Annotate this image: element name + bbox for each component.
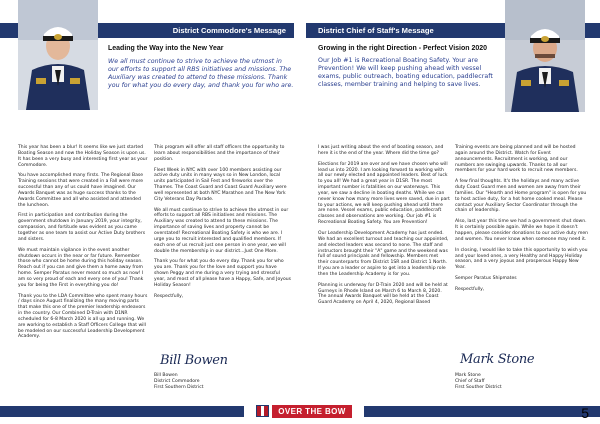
left-col1-p2: You have accomplished many firsts. The Regional Base Training sessions that were created in a Fall were more successful than any of us could have imagined. Our Awards Banquet was as huge success thanks to the Awards Committee and all who assisted and attended the luncheon. [18, 173, 144, 208]
page-number: 5 [581, 405, 589, 421]
chief-of-staff-photo [505, 0, 585, 112]
right-signature: Mark Stone [460, 352, 535, 367]
left-col1-p1: This year has been a blur! It seems like we just started Boating Season and now the Holiday Season is upon us. It has been a very busy and interesting first year as your Commodore. [18, 145, 148, 168]
left-col1-p5: Thank you to the LDA Committee who spent many hours / days since August finalizing the many moving parts that make this one of the premier leadership endeavors in the country. Our Combined D-Train with D1NR scheduled for 6-8 March 2020 is all up and running. We are working to establish a Staff Officers College that will be modeled on our successful Leadership Development Academy. [18, 293, 148, 340]
right-sign-org: First Souther District [455, 384, 502, 390]
right-column-2 [455, 145, 589, 293]
left-column-2 [154, 145, 292, 299]
left-signature: Bill Bowen [160, 353, 228, 368]
left-col2-p2: Fleet Week in NYC with over 100 members assisting our active duty units in many ways so in New London, local units participated in Sail Fest and fireworks over the Thames. The Coast Guard and Coast Guard Auxiliary were well represented at both NYC Marathon and The New York City Veterans Day Parade. [154, 167, 287, 202]
right-col1-p1: I was just writing about the end of boating season, and here it is the end of the year. Where did the time go? [318, 145, 444, 156]
right-col2-p3: Also, last year this time we had a government shut down. It is certainly possible again. While we hope it doesn't happen, please consider donations to our active duty men and women. You never know when someone may need it. [455, 219, 589, 242]
left-col2-p3: We all must continue to strive to achieve the utmost in our efforts to support all RBS initiatives and missions. The Auxiliary was created to attend to these missions. The importance of saving lives and property cannot be overstated! Recreational Boating Safety is who we are. I urge you to recruit interested and qualified members. If each one of us recruit just one person in one year, we will double the membership in our district...Just One More. [154, 207, 289, 254]
right-quote: Our Job #1 is Recreational Boating Safety. Your are Prevention! We will keep pushing ahead with vessel exams, public outreach, boating education, paddlecraft classes, member training and helping to save lives. [318, 57, 493, 89]
right-sign-name: Mark Stone [455, 373, 481, 378]
left-col2-p1: This program will offer all staff officers the opportunity to learn about responsibilities and the importance of their position. [154, 145, 285, 162]
left-sign-name: Bill Bowen [154, 373, 178, 378]
right-closing: Respectfully, [455, 286, 485, 292]
right-headline: Growing in the right Direction - Perfect Vision 2020 [318, 45, 488, 52]
right-header-title: District Chief of Staff's Message [318, 26, 434, 35]
right-col2-p1: Training events are being planned and will be hosted again around the District. Watch for Event announcements. Recruitment is working, and our numbers are swinging upwards. Thanks to all our members for your hard work to recruit new members. [455, 145, 578, 174]
left-column-1 [18, 145, 148, 345]
right-sign-block [455, 373, 585, 391]
left-closing: Respectfully, [154, 293, 184, 299]
auxiliary-ensign-icon [256, 405, 269, 417]
left-col1-p4: We must maintain vigilance in the event another shutdown occurs in the near or far future. Remember those who cannot be home during this holiday season. Reach out if you can and give them a home away from home. Semper Paratus never meant so much as now! I am so very proud of each and every one of you! Thank you for being the First in everything you do! [18, 247, 144, 288]
left-sign-org: First Southern District [154, 384, 204, 390]
commodore-photo [18, 0, 98, 110]
right-col2-p4: In closing, I would like to take this opportunity to wish you and your loved ones, a very Healthy and Happy Holiday season, and a very joyous and prosperous Happy New Year. [455, 247, 588, 271]
right-col1-p3: Our Leadership Development Academy has just ended. We had an excellent turnout and teaching our appointed, and elected leaders was second to none. The staff and instructors brought their "A" game and the weekend was full of sound principals and fellowship. Members met their counterparts from District 1SR and District 1 North. If you are a leader or aspire to get into a leadership role then the Leadership Academy is for you. [318, 230, 449, 277]
right-col1-p4: Planning is underway for D-Train 2020 and will be held at Gurneys in Rhode Island on March 6 to March 8, 2020. The annual Awards Banquet will be held at the Coast Guard Academy on April 4, 2020, Regional Based [318, 282, 448, 306]
left-sign-title: District Commodore [154, 378, 200, 384]
left-quote: We all must continue to strive to achieve the utmost in our efforts to support all RBS initiatives and missions. The Auxiliary was created to attend to these missions. Thank you for what you do every day, and thank you for who are. [108, 58, 294, 90]
left-sign-block [154, 373, 284, 391]
left-col2-p4: Thank you for what you do every day. Thank you for who you are. Thank you for the love and support you have shown Peggy and me during a very trying and stressful year, and most of all please have a Happy, Safe, and Joyous Holiday Season! [154, 259, 291, 288]
newsletter-title: OVER THE BOW [272, 405, 351, 418]
right-col2-p2: A few final thoughts. It's the holidays and many active duty Coast Guard men and women are away from their families. Our "Hearth and Home program" is open for you to host active duty, for a hot home cooked meal. Please contact your Auxiliary Sector Coordinator through the chain of leadership. [455, 179, 587, 214]
left-headline: Leading the Way into the New Year [108, 45, 224, 52]
right-col2-p5: Semper Paratus Shipmates [455, 276, 517, 282]
right-col1-p2: Elections for 2019 are over and we have chosen who will lead us into 2020. I am looking forward to working with all our newly elected and appointed leaders. Best of luck to you all! We had a great year in D1SR. The most important number is fatalities on our waterways. This year, we saw a decline in boating deaths. While we can never know how many more lives were saved, due in part to your actions, we will keep pushing ahead until there are none. Vessel exams, public education, paddlecraft classes and observations are working. Our job #1 is Recreational Boating Safety. You are Prevention! [318, 161, 450, 226]
left-col1-p3: First in participation and contribution during the government shutdown in January 2019, your integrity, compassion, and fortitude was evident as you came together as one team to assist our Active Duty brothers and sisters. [18, 213, 146, 242]
right-column-1 [318, 145, 450, 311]
right-sign-title: Chief of Staff [455, 378, 485, 384]
left-header-title: District Commodore's Message [172, 26, 286, 35]
footer-badge [244, 402, 364, 420]
